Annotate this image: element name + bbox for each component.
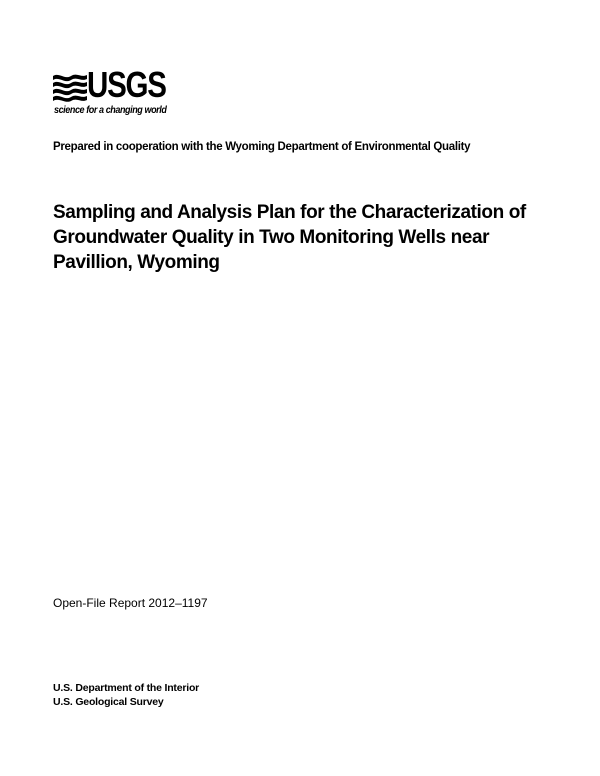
cooperation-note: Prepared in cooperation with the Wyoming Department of Environmental Quality [53, 141, 471, 153]
usgs-wave-icon [53, 72, 87, 102]
department-name: U.S. Department of the Interior [53, 682, 200, 694]
survey-name: U.S. Geological Survey [53, 696, 164, 708]
report-number: Open-File Report 2012–1197 [53, 596, 208, 610]
usgs-wordmark: USGS [87, 64, 166, 105]
report-title: Sampling and Analysis Plan for the Characterization of Groundwater Quality in Two Monitoring Wells near Pavillion, Wyoming [53, 202, 526, 273]
usgs-tagline: science for a changing world [54, 104, 167, 116]
agency-block [53, 681, 199, 709]
usgs-logo [53, 64, 183, 118]
